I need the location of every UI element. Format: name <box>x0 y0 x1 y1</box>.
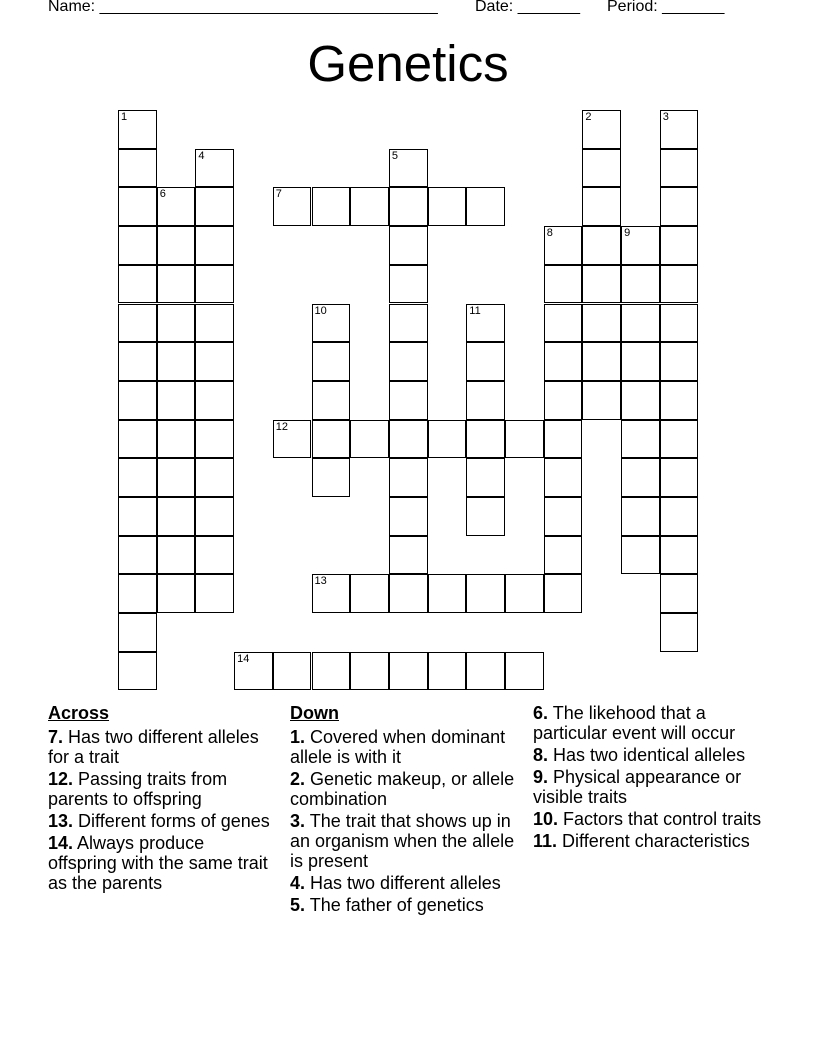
grid-cell[interactable] <box>195 497 234 536</box>
clue-down-1: 1. Covered when dominant allele is with it <box>290 727 506 767</box>
grid-cell[interactable] <box>466 420 505 459</box>
grid-cell[interactable] <box>466 381 505 420</box>
grid-cell[interactable] <box>466 458 505 497</box>
grid-cell[interactable] <box>544 342 583 381</box>
clue-down-2: 2. Genetic makeup, or allele combination <box>290 769 515 809</box>
grid-cell[interactable] <box>660 342 699 381</box>
grid-cell[interactable] <box>273 652 312 691</box>
grid-cell[interactable] <box>118 304 157 343</box>
grid-cell[interactable] <box>466 652 505 691</box>
grid-cell[interactable] <box>621 304 660 343</box>
grid-cell[interactable] <box>118 226 157 265</box>
grid-cell[interactable] <box>621 381 660 420</box>
grid-cell[interactable] <box>621 226 660 265</box>
grid-cell[interactable] <box>466 497 505 536</box>
grid-cell[interactable] <box>195 458 234 497</box>
grid-cell[interactable] <box>621 536 660 575</box>
grid-cell[interactable] <box>505 574 544 613</box>
grid-cell[interactable] <box>621 265 660 304</box>
grid-cell[interactable] <box>273 187 312 226</box>
grid-cell[interactable] <box>195 304 234 343</box>
down-clues <box>290 703 520 917</box>
grid-cell[interactable] <box>660 420 699 459</box>
grid-cell[interactable] <box>505 420 544 459</box>
cell-number: 10 <box>314 304 327 317</box>
grid-cell[interactable] <box>157 226 196 265</box>
page-title: Genetics <box>307 35 509 92</box>
grid-cell[interactable] <box>118 342 157 381</box>
clue-across-7: 7. Has two different alleles for a trait <box>48 727 259 767</box>
grid-cell[interactable] <box>544 536 583 575</box>
grid-cell[interactable] <box>350 652 389 691</box>
grid-cell[interactable] <box>660 613 699 652</box>
grid-cell[interactable] <box>118 420 157 459</box>
grid-cell[interactable] <box>118 652 157 691</box>
period-field: Period: _______ <box>607 0 725 15</box>
grid-cell[interactable] <box>660 110 699 149</box>
grid-cell[interactable] <box>428 574 467 613</box>
grid-cell[interactable] <box>118 381 157 420</box>
clue-down-6: 6. The likehood that a particular event will occur <box>533 703 736 743</box>
grid-cell[interactable] <box>582 304 621 343</box>
grid-cell[interactable] <box>389 652 428 691</box>
grid-cell[interactable] <box>118 458 157 497</box>
grid-cell[interactable] <box>157 458 196 497</box>
grid-cell[interactable] <box>389 458 428 497</box>
clue-down-8: 8. Has two identical alleles <box>533 745 746 765</box>
cell-number: 2 <box>585 111 592 123</box>
grid-cell[interactable] <box>195 226 234 265</box>
grid-cell[interactable] <box>582 342 621 381</box>
grid-cell[interactable] <box>389 304 428 343</box>
grid-cell[interactable] <box>660 265 699 304</box>
grid-cell[interactable] <box>544 458 583 497</box>
grid-cell[interactable] <box>389 574 428 613</box>
grid-cell[interactable] <box>621 497 660 536</box>
grid-cell[interactable] <box>660 187 699 226</box>
grid-cell[interactable] <box>118 149 157 188</box>
clue-down-9: 9. Physical appearance or visible traits <box>533 767 742 807</box>
grid-cell[interactable] <box>389 149 428 188</box>
grid-cell[interactable] <box>234 652 273 691</box>
grid-cell[interactable] <box>621 458 660 497</box>
grid-cell[interactable] <box>273 420 312 459</box>
grid-cell[interactable] <box>660 226 699 265</box>
grid-cell[interactable] <box>195 381 234 420</box>
grid-cell[interactable] <box>544 226 583 265</box>
cell-number: 12 <box>275 420 289 433</box>
grid-cell[interactable] <box>118 574 157 613</box>
clue-across-13: 13. Different forms of genes <box>48 811 270 831</box>
cell-number: 8 <box>546 227 553 240</box>
grid-cell[interactable] <box>195 149 234 188</box>
clue-down-11: 11. Different characteristics <box>533 831 750 851</box>
grid-cell[interactable] <box>428 187 467 226</box>
across-heading: Across <box>48 703 110 723</box>
grid-cell[interactable] <box>660 381 699 420</box>
grid-cell[interactable] <box>157 381 196 420</box>
clue-down-4: 4. Has two different alleles <box>290 873 501 893</box>
grid-cell[interactable] <box>660 536 699 575</box>
grid-cell[interactable] <box>582 149 621 188</box>
grid-cell[interactable] <box>157 497 196 536</box>
grid-cell[interactable] <box>660 497 699 536</box>
grid-cell[interactable] <box>312 420 351 459</box>
grid-cell[interactable] <box>157 187 196 226</box>
grid-cell[interactable] <box>157 342 196 381</box>
grid-cell[interactable] <box>157 265 196 304</box>
clue-down-5: 5. The father of genetics <box>290 895 484 915</box>
grid-cell[interactable] <box>389 497 428 536</box>
name-field: Name: ______________________________________ <box>48 0 438 15</box>
grid-cell[interactable] <box>195 187 234 226</box>
cell-number: 1 <box>121 111 128 123</box>
grid-cell[interactable] <box>389 381 428 420</box>
grid-cell[interactable] <box>312 458 351 497</box>
date-field: Date: _______ <box>475 0 580 15</box>
grid-cell[interactable] <box>312 381 351 420</box>
grid-cell[interactable] <box>389 420 428 459</box>
grid-cell[interactable] <box>660 574 699 613</box>
grid-cell[interactable] <box>118 536 157 575</box>
grid-cell[interactable] <box>157 536 196 575</box>
grid-cell[interactable] <box>621 420 660 459</box>
grid-cell[interactable] <box>350 420 389 459</box>
grid-cell[interactable] <box>466 574 505 613</box>
grid-cell[interactable] <box>312 304 351 343</box>
grid-cell[interactable] <box>389 536 428 575</box>
grid-cell[interactable] <box>466 304 505 343</box>
grid-cell[interactable] <box>660 304 699 343</box>
grid-cell[interactable] <box>544 574 583 613</box>
grid-cell[interactable] <box>195 342 234 381</box>
grid-cell[interactable] <box>660 149 699 188</box>
grid-cell[interactable] <box>195 536 234 575</box>
grid-cell[interactable] <box>312 574 351 613</box>
grid-cell[interactable] <box>582 226 621 265</box>
grid-cell[interactable] <box>312 652 351 691</box>
down-heading: Down <box>290 703 339 723</box>
down-clues-continued <box>533 703 778 853</box>
grid-cell[interactable] <box>621 342 660 381</box>
clue-across-14: 14. Always produce offspring with the same trait as the parents <box>48 833 268 893</box>
grid-cell[interactable] <box>350 187 389 226</box>
grid-cell[interactable] <box>389 342 428 381</box>
grid-cell[interactable] <box>544 381 583 420</box>
grid-cell[interactable] <box>118 497 157 536</box>
grid-cell[interactable] <box>389 187 428 226</box>
grid-cell[interactable] <box>312 187 351 226</box>
grid-cell[interactable] <box>312 342 351 381</box>
grid-cell[interactable] <box>195 265 234 304</box>
grid-cell[interactable] <box>582 381 621 420</box>
grid-cell[interactable] <box>505 652 544 691</box>
grid-cell[interactable] <box>582 265 621 304</box>
cell-number: 3 <box>662 111 669 123</box>
grid-cell[interactable] <box>544 304 583 343</box>
grid-cell[interactable] <box>582 110 621 149</box>
grid-cell[interactable] <box>582 187 621 226</box>
cell-number: 11 <box>469 304 481 317</box>
grid-cell[interactable] <box>466 187 505 226</box>
grid-cell[interactable] <box>195 574 234 613</box>
grid-cell[interactable] <box>118 613 157 652</box>
grid-cell[interactable] <box>350 574 389 613</box>
cell-number: 14 <box>237 652 250 665</box>
grid-cell[interactable] <box>389 226 428 265</box>
grid-cell[interactable] <box>389 265 428 304</box>
grid-cell[interactable] <box>544 497 583 536</box>
grid-cell[interactable] <box>544 265 583 304</box>
grid-cell[interactable] <box>118 265 157 304</box>
cell-number: 4 <box>198 149 205 162</box>
grid-cell[interactable] <box>428 652 467 691</box>
clue-across-12: 12. Passing traits from parents to offspring <box>48 769 228 809</box>
grid-cell[interactable] <box>157 304 196 343</box>
grid-cell[interactable] <box>118 187 157 226</box>
grid-cell[interactable] <box>157 574 196 613</box>
clue-down-3: 3. The trait that shows up in an organism when the allele is present <box>290 811 515 871</box>
cell-number: 7 <box>275 188 282 201</box>
cell-number: 6 <box>159 188 166 201</box>
grid-cell[interactable] <box>118 110 157 149</box>
clue-down-10: 10. Factors that control traits <box>533 809 762 829</box>
grid-cell[interactable] <box>466 342 505 381</box>
cell-number: 9 <box>624 227 631 240</box>
grid-cell[interactable] <box>195 420 234 459</box>
grid-cell[interactable] <box>157 420 196 459</box>
cell-number: 5 <box>391 149 399 162</box>
grid-cell[interactable] <box>544 420 583 459</box>
across-clues <box>48 703 273 895</box>
grid-cell[interactable] <box>428 420 467 459</box>
grid-cell[interactable] <box>660 458 699 497</box>
cell-number: 13 <box>314 575 327 588</box>
